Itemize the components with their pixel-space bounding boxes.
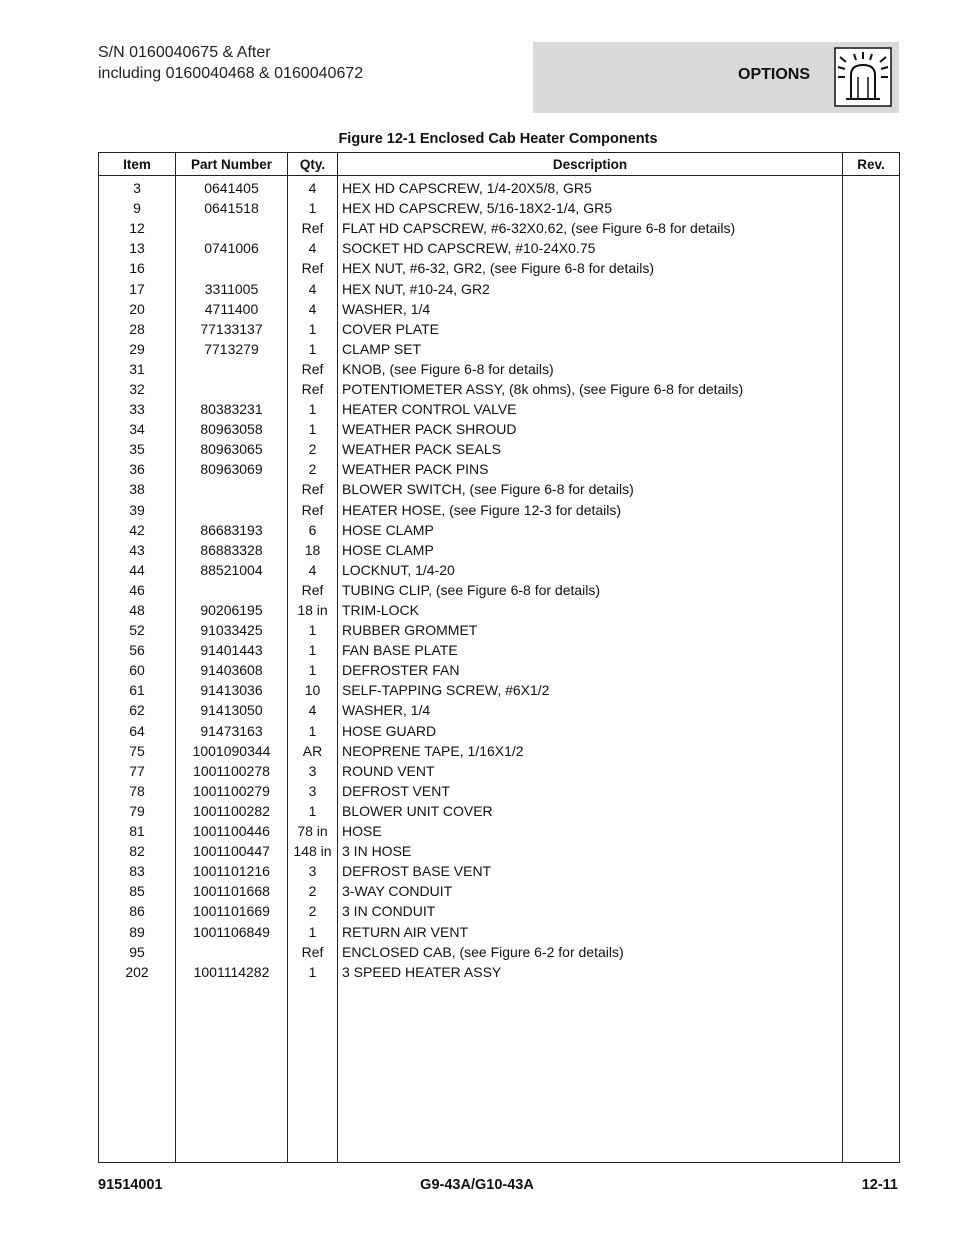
rev-cell <box>843 419 900 439</box>
table-row <box>99 278 900 298</box>
description-cell: HOSE CLAMP <box>338 540 843 560</box>
item-cell: 39 <box>99 500 176 520</box>
qty-cell: 2 <box>288 901 338 921</box>
qty-cell: Ref <box>288 479 338 499</box>
qty-cell: Ref <box>288 580 338 600</box>
description-cell: 3 IN HOSE <box>338 841 843 861</box>
part-number-cell: 1001090344 <box>176 741 288 761</box>
item-cell: 64 <box>99 721 176 741</box>
rev-cell <box>843 620 900 640</box>
qty-cell: 1 <box>288 419 338 439</box>
table-row <box>99 299 900 319</box>
description-cell: SOCKET HD CAPSCREW, #10-24X0.75 <box>338 238 843 258</box>
description-cell: WASHER, 1/4 <box>338 299 843 319</box>
item-cell: 60 <box>99 660 176 680</box>
table-row <box>99 821 900 841</box>
description-cell: WEATHER PACK PINS <box>338 459 843 479</box>
item-cell: 16 <box>99 258 176 278</box>
rev-cell <box>843 901 900 921</box>
qty-cell: 1 <box>288 721 338 741</box>
rev-cell <box>843 962 900 982</box>
table-row <box>99 962 900 982</box>
empty-cell <box>338 982 843 1163</box>
part-number-cell: 1001100282 <box>176 801 288 821</box>
rev-cell <box>843 299 900 319</box>
table-row <box>99 419 900 439</box>
qty-cell: Ref <box>288 359 338 379</box>
rev-cell <box>843 761 900 781</box>
rev-cell <box>843 881 900 901</box>
part-number-cell: 86883328 <box>176 540 288 560</box>
serial-line-1: S/N 0160040675 & After <box>98 44 271 61</box>
table-row <box>99 198 900 218</box>
description-cell: ENCLOSED CAB, (see Figure 6-2 for details) <box>338 942 843 962</box>
description-cell: CLAMP SET <box>338 339 843 359</box>
rev-cell <box>843 560 900 580</box>
table-row <box>99 339 900 359</box>
qty-cell: 2 <box>288 439 338 459</box>
description-cell: TUBING CLIP, (see Figure 6-8 for details) <box>338 580 843 600</box>
figure-title: Figure 12-1 Enclosed Cab Heater Components <box>338 131 658 147</box>
item-cell: 61 <box>99 680 176 700</box>
table-row <box>99 560 900 580</box>
part-number-cell <box>176 942 288 962</box>
table-row <box>99 359 900 379</box>
item-cell: 202 <box>99 962 176 982</box>
part-number-cell <box>176 580 288 600</box>
qty-cell: 1 <box>288 801 338 821</box>
qty-cell: 4 <box>288 560 338 580</box>
table-row <box>99 861 900 881</box>
description-cell: 3-WAY CONDUIT <box>338 881 843 901</box>
table-row <box>99 600 900 620</box>
rev-cell <box>843 319 900 339</box>
rev-cell <box>843 500 900 520</box>
rev-cell <box>843 942 900 962</box>
item-cell: 32 <box>99 379 176 399</box>
table-row <box>99 238 900 258</box>
column-header-description: Description <box>338 153 843 176</box>
table-row <box>99 921 900 941</box>
part-number-cell <box>176 258 288 278</box>
item-cell: 48 <box>99 600 176 620</box>
table-row <box>99 841 900 861</box>
description-cell: KNOB, (see Figure 6-8 for details) <box>338 359 843 379</box>
parts-table <box>98 152 900 1163</box>
item-cell: 34 <box>99 419 176 439</box>
empty-cell <box>288 982 338 1163</box>
part-number-cell: 1001101668 <box>176 881 288 901</box>
serial-line-2: including 0160040468 & 0160040672 <box>98 65 364 82</box>
table-row <box>99 901 900 921</box>
table-row <box>99 500 900 520</box>
description-cell: 3 IN CONDUIT <box>338 901 843 921</box>
item-cell: 38 <box>99 479 176 499</box>
rev-cell <box>843 218 900 238</box>
rev-cell <box>843 238 900 258</box>
item-cell: 33 <box>99 399 176 419</box>
description-cell: DEFROST BASE VENT <box>338 861 843 881</box>
item-cell: 29 <box>99 339 176 359</box>
item-cell: 81 <box>99 821 176 841</box>
part-number-cell: 86683193 <box>176 520 288 540</box>
part-number-cell: 91403608 <box>176 660 288 680</box>
part-number-cell: 1001101669 <box>176 901 288 921</box>
rev-cell <box>843 479 900 499</box>
rev-cell <box>843 520 900 540</box>
rev-cell <box>843 921 900 941</box>
table-row <box>99 176 900 199</box>
description-cell: HOSE GUARD <box>338 721 843 741</box>
rev-cell <box>843 258 900 278</box>
item-cell: 95 <box>99 942 176 962</box>
qty-cell: 3 <box>288 781 338 801</box>
description-cell: HEATER HOSE, (see Figure 12-3 for details) <box>338 500 843 520</box>
part-number-cell: 91033425 <box>176 620 288 640</box>
page-number: 12-11 <box>861 1177 898 1193</box>
item-cell: 86 <box>99 901 176 921</box>
table-row <box>99 540 900 560</box>
table-row <box>99 319 900 339</box>
rev-cell <box>843 580 900 600</box>
qty-cell: 1 <box>288 198 338 218</box>
item-cell: 44 <box>99 560 176 580</box>
empty-cell <box>843 982 900 1163</box>
model-number: G9-43A/G10-43A <box>420 1177 534 1193</box>
item-cell: 89 <box>99 921 176 941</box>
description-cell: WASHER, 1/4 <box>338 700 843 720</box>
table-row <box>99 459 900 479</box>
document-number: 91514001 <box>98 1177 163 1193</box>
item-cell: 20 <box>99 299 176 319</box>
qty-cell: 3 <box>288 761 338 781</box>
description-cell: HEX HD CAPSCREW, 1/4-20X5/8, GR5 <box>338 176 843 199</box>
table-filler-row <box>99 982 900 1163</box>
description-cell: POTENTIOMETER ASSY, (8k ohms), (see Figure 6-8 for details) <box>338 379 843 399</box>
rev-cell <box>843 439 900 459</box>
qty-cell: Ref <box>288 218 338 238</box>
section-label: OPTIONS <box>738 66 811 83</box>
rev-cell <box>843 821 900 841</box>
description-cell: 3 SPEED HEATER ASSY <box>338 962 843 982</box>
part-number-cell: 91413036 <box>176 680 288 700</box>
description-cell: WEATHER PACK SHROUD <box>338 419 843 439</box>
part-number-cell: 91473163 <box>176 721 288 741</box>
rev-cell <box>843 339 900 359</box>
item-cell: 36 <box>99 459 176 479</box>
rev-cell <box>843 459 900 479</box>
description-cell: HEX NUT, #10-24, GR2 <box>338 278 843 298</box>
part-number-cell: 80963058 <box>176 419 288 439</box>
item-cell: 77 <box>99 761 176 781</box>
description-cell: FAN BASE PLATE <box>338 640 843 660</box>
description-cell: SELF-TAPPING SCREW, #6X1/2 <box>338 680 843 700</box>
qty-cell: Ref <box>288 942 338 962</box>
table-row <box>99 379 900 399</box>
item-cell: 28 <box>99 319 176 339</box>
qty-cell: Ref <box>288 258 338 278</box>
description-cell: RETURN AIR VENT <box>338 921 843 941</box>
description-cell: HOSE CLAMP <box>338 520 843 540</box>
part-number-cell: 80963069 <box>176 459 288 479</box>
qty-cell: 1 <box>288 921 338 941</box>
description-cell: DEFROST VENT <box>338 781 843 801</box>
item-cell: 17 <box>99 278 176 298</box>
item-cell: 62 <box>99 700 176 720</box>
qty-cell: 1 <box>288 319 338 339</box>
description-cell: BLOWER SWITCH, (see Figure 6-8 for details) <box>338 479 843 499</box>
qty-cell: 78 in <box>288 821 338 841</box>
rev-cell <box>843 680 900 700</box>
table-row <box>99 620 900 640</box>
part-number-cell: 3311005 <box>176 278 288 298</box>
rev-cell <box>843 721 900 741</box>
item-cell: 52 <box>99 620 176 640</box>
rev-cell <box>843 741 900 761</box>
part-number-cell: 90206195 <box>176 600 288 620</box>
qty-cell: 6 <box>288 520 338 540</box>
table-row <box>99 781 900 801</box>
part-number-cell <box>176 500 288 520</box>
column-header-rev: Rev. <box>843 153 900 176</box>
description-cell: DEFROSTER FAN <box>338 660 843 680</box>
table-row <box>99 479 900 499</box>
table-row <box>99 721 900 741</box>
table-row <box>99 660 900 680</box>
parts-table-body <box>99 176 900 1163</box>
table-row <box>99 439 900 459</box>
qty-cell: 10 <box>288 680 338 700</box>
qty-cell: Ref <box>288 500 338 520</box>
item-cell: 46 <box>99 580 176 600</box>
rev-cell <box>843 801 900 821</box>
qty-cell: 18 in <box>288 600 338 620</box>
serial-number-block <box>98 42 363 84</box>
table-row <box>99 741 900 761</box>
rev-cell <box>843 781 900 801</box>
description-cell: NEOPRENE TAPE, 1/16X1/2 <box>338 741 843 761</box>
part-number-cell: 80963065 <box>176 439 288 459</box>
rev-cell <box>843 660 900 680</box>
part-number-cell <box>176 218 288 238</box>
part-number-cell: 0641405 <box>176 176 288 199</box>
rev-cell <box>843 640 900 660</box>
part-number-cell: 0641518 <box>176 198 288 218</box>
qty-cell: 4 <box>288 278 338 298</box>
qty-cell: 4 <box>288 176 338 199</box>
table-row <box>99 218 900 238</box>
qty-cell: 2 <box>288 881 338 901</box>
part-number-cell: 7713279 <box>176 339 288 359</box>
description-cell: WEATHER PACK SEALS <box>338 439 843 459</box>
rev-cell <box>843 861 900 881</box>
qty-cell: 1 <box>288 660 338 680</box>
rev-cell <box>843 176 900 199</box>
item-cell: 9 <box>99 198 176 218</box>
rev-cell <box>843 700 900 720</box>
table-row <box>99 580 900 600</box>
qty-cell: 4 <box>288 700 338 720</box>
qty-cell: 1 <box>288 640 338 660</box>
item-cell: 12 <box>99 218 176 238</box>
empty-cell <box>99 982 176 1163</box>
description-cell: BLOWER UNIT COVER <box>338 801 843 821</box>
table-row <box>99 520 900 540</box>
description-cell: FLAT HD CAPSCREW, #6-32X0.62, (see Figure 6-8 for details) <box>338 218 843 238</box>
part-number-cell: 80383231 <box>176 399 288 419</box>
table-row <box>99 640 900 660</box>
part-number-cell <box>176 359 288 379</box>
qty-cell: Ref <box>288 379 338 399</box>
part-number-cell: 1001101216 <box>176 861 288 881</box>
qty-cell: 4 <box>288 238 338 258</box>
rev-cell <box>843 359 900 379</box>
part-number-cell: 1001100278 <box>176 761 288 781</box>
qty-cell: 148 in <box>288 841 338 861</box>
qty-cell: 1 <box>288 399 338 419</box>
part-number-cell <box>176 479 288 499</box>
item-cell: 78 <box>99 781 176 801</box>
item-cell: 42 <box>99 520 176 540</box>
rev-cell <box>843 278 900 298</box>
rev-cell <box>843 198 900 218</box>
table-row <box>99 801 900 821</box>
rev-cell <box>843 399 900 419</box>
item-cell: 3 <box>99 176 176 199</box>
item-cell: 75 <box>99 741 176 761</box>
part-number-cell: 91401443 <box>176 640 288 660</box>
part-number-cell <box>176 379 288 399</box>
description-cell: HEX HD CAPSCREW, 5/16-18X2-1/4, GR5 <box>338 198 843 218</box>
description-cell: ROUND VENT <box>338 761 843 781</box>
table-row <box>99 942 900 962</box>
column-header-item: Item <box>99 153 176 176</box>
table-header-row <box>99 153 900 176</box>
part-number-cell: 1001100447 <box>176 841 288 861</box>
qty-cell: 2 <box>288 459 338 479</box>
part-number-cell: 1001100279 <box>176 781 288 801</box>
rev-cell <box>843 540 900 560</box>
item-cell: 35 <box>99 439 176 459</box>
column-header-qty: Qty. <box>288 153 338 176</box>
part-number-cell: 1001106849 <box>176 921 288 941</box>
description-cell: RUBBER GROMMET <box>338 620 843 640</box>
cab-heater-icon <box>834 47 892 107</box>
qty-cell: 1 <box>288 620 338 640</box>
rev-cell <box>843 379 900 399</box>
qty-cell: 4 <box>288 299 338 319</box>
table-row <box>99 700 900 720</box>
qty-cell: AR <box>288 741 338 761</box>
item-cell: 31 <box>99 359 176 379</box>
item-cell: 83 <box>99 861 176 881</box>
table-row <box>99 881 900 901</box>
table-row <box>99 680 900 700</box>
qty-cell: 3 <box>288 861 338 881</box>
rev-cell <box>843 841 900 861</box>
part-number-cell: 0741006 <box>176 238 288 258</box>
part-number-cell: 88521004 <box>176 560 288 580</box>
part-number-cell: 1001100446 <box>176 821 288 841</box>
part-number-cell: 77133137 <box>176 319 288 339</box>
description-cell: LOCKNUT, 1/4-20 <box>338 560 843 580</box>
description-cell: HOSE <box>338 821 843 841</box>
table-row <box>99 399 900 419</box>
part-number-cell: 91413050 <box>176 700 288 720</box>
description-cell: HEATER CONTROL VALVE <box>338 399 843 419</box>
table-row <box>99 761 900 781</box>
item-cell: 79 <box>99 801 176 821</box>
qty-cell: 1 <box>288 962 338 982</box>
item-cell: 13 <box>99 238 176 258</box>
item-cell: 82 <box>99 841 176 861</box>
qty-cell: 18 <box>288 540 338 560</box>
description-cell: HEX NUT, #6-32, GR2, (see Figure 6-8 for details) <box>338 258 843 278</box>
table-row <box>99 258 900 278</box>
description-cell: COVER PLATE <box>338 319 843 339</box>
item-cell: 85 <box>99 881 176 901</box>
part-number-cell: 4711400 <box>176 299 288 319</box>
item-cell: 43 <box>99 540 176 560</box>
item-cell: 56 <box>99 640 176 660</box>
description-cell: TRIM-LOCK <box>338 600 843 620</box>
rev-cell <box>843 600 900 620</box>
qty-cell: 1 <box>288 339 338 359</box>
empty-cell <box>176 982 288 1163</box>
column-header-part-number: Part Number <box>176 153 288 176</box>
part-number-cell: 1001114282 <box>176 962 288 982</box>
section-tab <box>533 42 899 113</box>
